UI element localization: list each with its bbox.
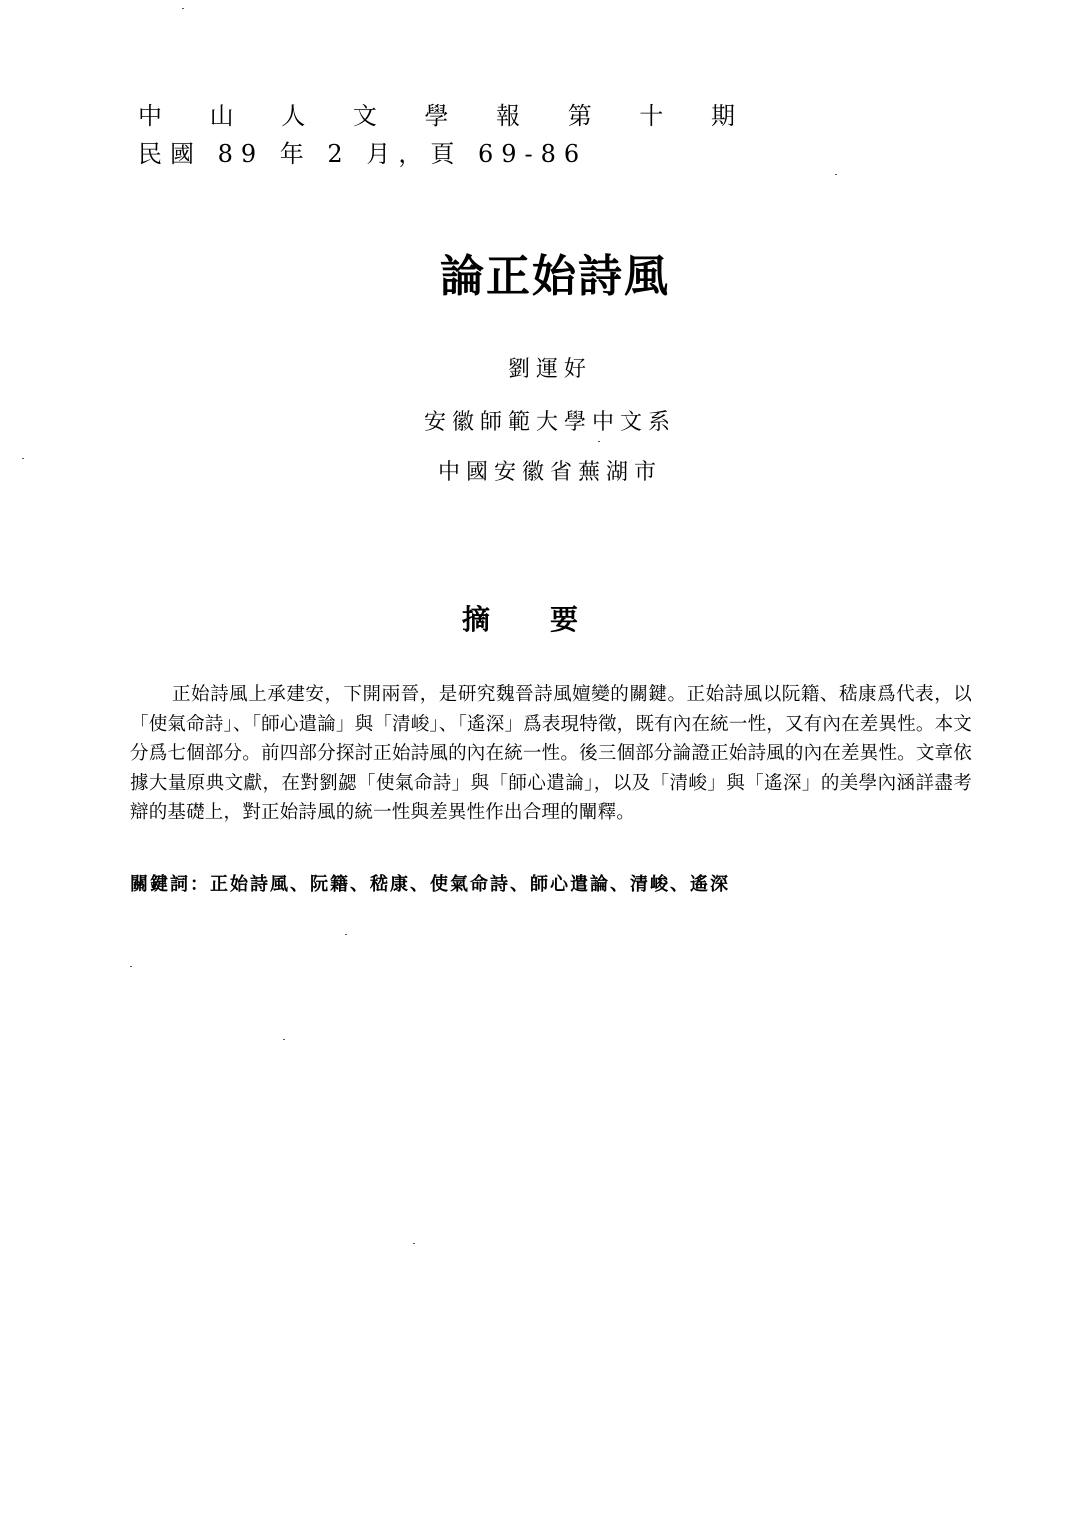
author-name: 劉運好 <box>507 357 592 382</box>
scan-speck <box>598 441 600 442</box>
journal-name: 中 山 人 文 學 報 第 十 期 <box>138 102 756 130</box>
scan-speck <box>345 934 347 935</box>
author-location: 中國安徽省蕪湖市 <box>437 460 662 485</box>
scan-speck <box>130 966 132 967</box>
scan-speck <box>182 8 184 9</box>
article-title: 論正始詩風 <box>440 251 670 302</box>
journal-issue: 民國 89 年 2 月，頁 69-86 <box>138 140 588 168</box>
scan-speck <box>22 458 24 459</box>
abstract-body: 正始詩風上承建安，下開兩晉，是研究魏晉詩風嬗變的關鍵。正始詩風以阮籍、嵇康爲代表，以「使氣命詩」、「師心遣論」與「清峻」、「遙深」爲表現特徵，既有內在統一性，又有內在差異性。本文分爲七個部分。前四部分探討正始詩風的內在統一性。後三個部分論證正始詩風的內在差異性。文章依據大量原典文獻，在對劉勰「使氣命詩」與「師心遣論」，以及「清峻」與「遙深」的美學內涵詳盡考辯的基礎上，對正始詩風的統一性與差異性作出合理的闡釋。 <box>130 684 972 823</box>
scan-speck <box>835 174 837 175</box>
author-affiliation: 安徽師範大學中文系 <box>423 410 676 435</box>
abstract-heading: 摘要 <box>461 603 638 636</box>
scan-speck <box>413 1243 415 1244</box>
scan-speck <box>283 1039 285 1040</box>
keywords-line: 關鍵詞：正始詩風、阮籍、嵇康、使氣命詩、師心遣論、清峻、遙深 <box>130 874 730 895</box>
